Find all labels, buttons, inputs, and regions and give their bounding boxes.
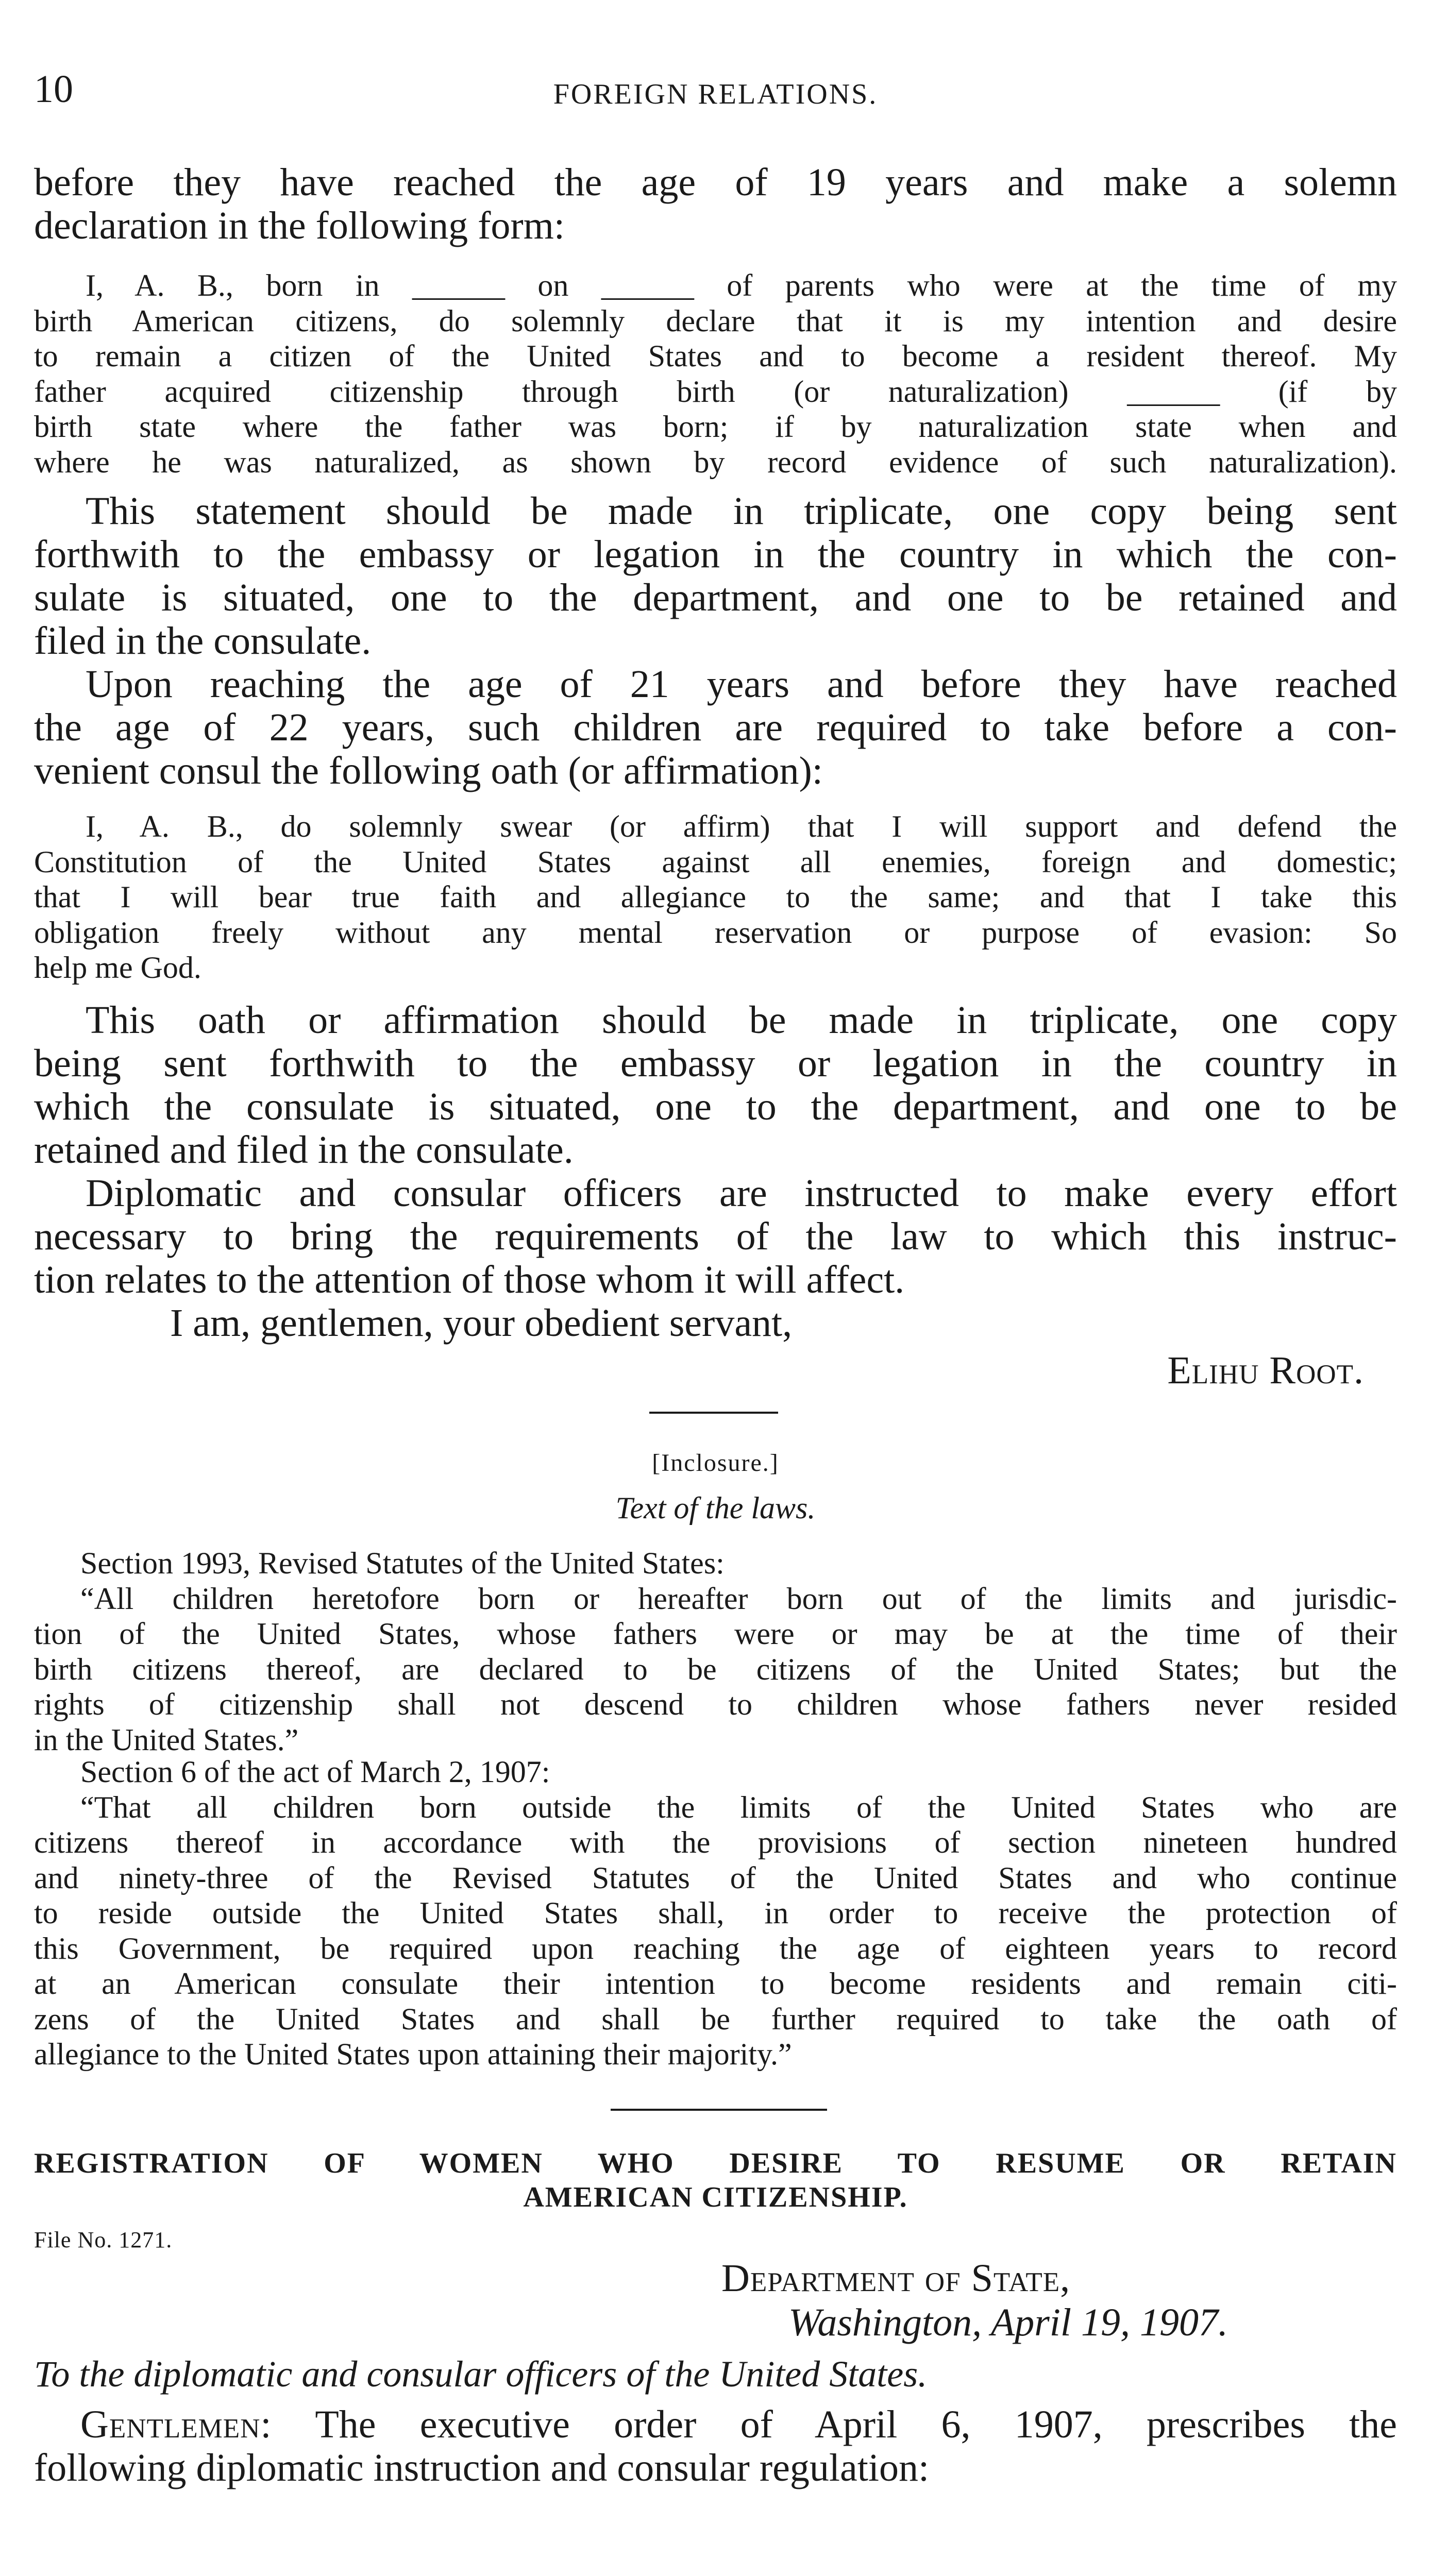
- text-line: at an American consulate their intention to become residents and remain citi-: [34, 1967, 1397, 2001]
- text-line: that I will bear true faith and allegiance to the same; and that I take this: [34, 880, 1397, 914]
- salutation: Gentlemen:: [80, 2403, 272, 2446]
- text-line: this Government, be required upon reaching the age of eighteen years to record: [34, 1931, 1397, 1965]
- text-line: zens of the United States and shall be further required to take the oath of: [34, 2002, 1397, 2036]
- text-line: [34, 2403, 1397, 2446]
- text-line: forthwith to the embassy or legation in the country in which the con-: [34, 533, 1397, 576]
- text-line: “That all children born outside the limits of the United States who are: [80, 1790, 1397, 1824]
- heading-line: REGISTRATION OF WOMEN WHO DESIRE TO RESUME OR RETAIN: [34, 2147, 1397, 2179]
- act-1907-text: [34, 1754, 1397, 2072]
- paragraph-instructions: [34, 1172, 1397, 1301]
- text-line: Upon reaching the age of 21 years and before they have reached: [86, 663, 1397, 706]
- text-line: to reside outside the United States shall, in order to receive the protection of: [34, 1896, 1397, 1930]
- text-line: tion relates to the attention of those whom it will affect.: [34, 1258, 905, 1301]
- text-line: which the consulate is situated, one to the department, and one to be: [34, 1085, 1397, 1128]
- text-line: help me God.: [34, 951, 201, 985]
- text-line: father acquired citizenship through birth (or naturalization) ______ (if by: [34, 374, 1397, 409]
- text-line: This statement should be made in triplicate, one copy being sent: [86, 489, 1397, 533]
- text-line: This oath or affirmation should be made in triplicate, one copy: [86, 998, 1397, 1042]
- text-line: birth state where the father was born; if by naturalization state when and: [34, 410, 1397, 444]
- paragraph-triplicate-statement: [34, 489, 1397, 663]
- text-line: filed in the consulate.: [34, 619, 372, 663]
- text-line: sulate is situated, one to the department, and one to be retained and: [34, 576, 1397, 619]
- section-1993-text: [34, 1546, 1397, 1757]
- paragraph-age-21: [34, 663, 1397, 792]
- paragraph-oath-triplicate: [34, 998, 1397, 1172]
- text-line: necessary to bring the requirements of the law to which this instruc-: [34, 1215, 1397, 1258]
- running-title: FOREIGN RELATIONS.: [553, 78, 878, 110]
- text-line: tion of the United States, whose fathers were or may be at the time of their: [34, 1617, 1397, 1651]
- text-line: retained and filed in the consulate.: [34, 1128, 574, 1172]
- divider-rule: [611, 2109, 827, 2111]
- declaration-form: [34, 268, 1397, 480]
- text-line: to remain a citizen of the United States and to become a resident thereof. My: [34, 339, 1397, 373]
- text-line: I, A. B., born in ______ on ______ of parents who were at the time of my: [86, 268, 1397, 302]
- salutation-paragraph: [34, 2403, 1397, 2489]
- addressee: To the diplomatic and consular officers of the United States.: [34, 2353, 928, 2395]
- text-line: birth citizens thereof, are declared to be citizens of the United States; but the: [34, 1652, 1397, 1686]
- text-line: Constitution of the United States against all enemies, foreign and domestic;: [34, 844, 1397, 879]
- divider-rule: [649, 1412, 778, 1414]
- text-line: obligation freely without any mental reservation or purpose of evasion: So: [34, 915, 1397, 950]
- text-line: where he was naturalized, as shown by record evidence of such naturalization).: [34, 445, 1397, 479]
- text-line: being sent forthwith to the embassy or legation in the country in: [34, 1042, 1397, 1085]
- paragraph-continuation: [34, 161, 1397, 247]
- text-line: “All children heretofore born or hereafter born out of the limits and jurisdic-: [80, 1581, 1397, 1616]
- text-line: I, A. B., do solemnly swear (or affirm) that I will support and defend the: [86, 809, 1397, 843]
- signature: Elihu Root.: [1167, 1349, 1364, 1392]
- text-line: before they have reached the age of 19 years and make a solemn: [34, 161, 1397, 204]
- text-line: following diplomatic instruction and consular regulation:: [34, 2446, 930, 2489]
- text-line: Diplomatic and consular officers are instructed to make every effort: [86, 1172, 1397, 1215]
- section-heading: Section 6 of the act of March 2, 1907:: [80, 1755, 550, 1789]
- text-line: declaration in the following form:: [34, 204, 565, 247]
- text-line: the age of 22 years, such children are required to take before a con-: [34, 706, 1397, 749]
- text-line: venient consul the following oath (or affirmation):: [34, 749, 823, 792]
- inclosure-label: [Inclosure.]: [652, 1449, 779, 1477]
- closing-line: I am, gentlemen, your obedient servant,: [170, 1301, 793, 1345]
- text-segment: The executive order of April 6, 1907, prescribes the: [272, 2403, 1397, 2446]
- text-line: birth American citizens, do solemnly declare that it is my intention and desire: [34, 303, 1397, 338]
- text-line: in the United States.”: [34, 1722, 299, 1757]
- place-date: Washington, April 19, 1907.: [788, 2301, 1228, 2344]
- oath-text: [34, 809, 1397, 986]
- file-number: File No. 1271.: [34, 2227, 173, 2252]
- text-line: allegiance to the United States upon attaining their majority.”: [34, 2037, 792, 2071]
- section-heading: [34, 2146, 1397, 2214]
- inclosure-title: Text of the laws.: [615, 1491, 816, 1525]
- text-line: rights of citizenship shall not descend to children whose fathers never resided: [34, 1687, 1397, 1721]
- text-line: citizens thereof in accordance with the provisions of section nineteen hundred: [34, 1825, 1397, 1859]
- section-heading: Section 1993, Revised Statutes of the United States:: [80, 1546, 725, 1580]
- text-line: and ninety-three of the Revised Statutes of the United States and who continue: [34, 1860, 1397, 1895]
- department-line: Department of State,: [721, 2257, 1071, 2300]
- page-number: 10: [34, 67, 73, 111]
- heading-line: AMERICAN CITIZENSHIP.: [523, 2181, 908, 2213]
